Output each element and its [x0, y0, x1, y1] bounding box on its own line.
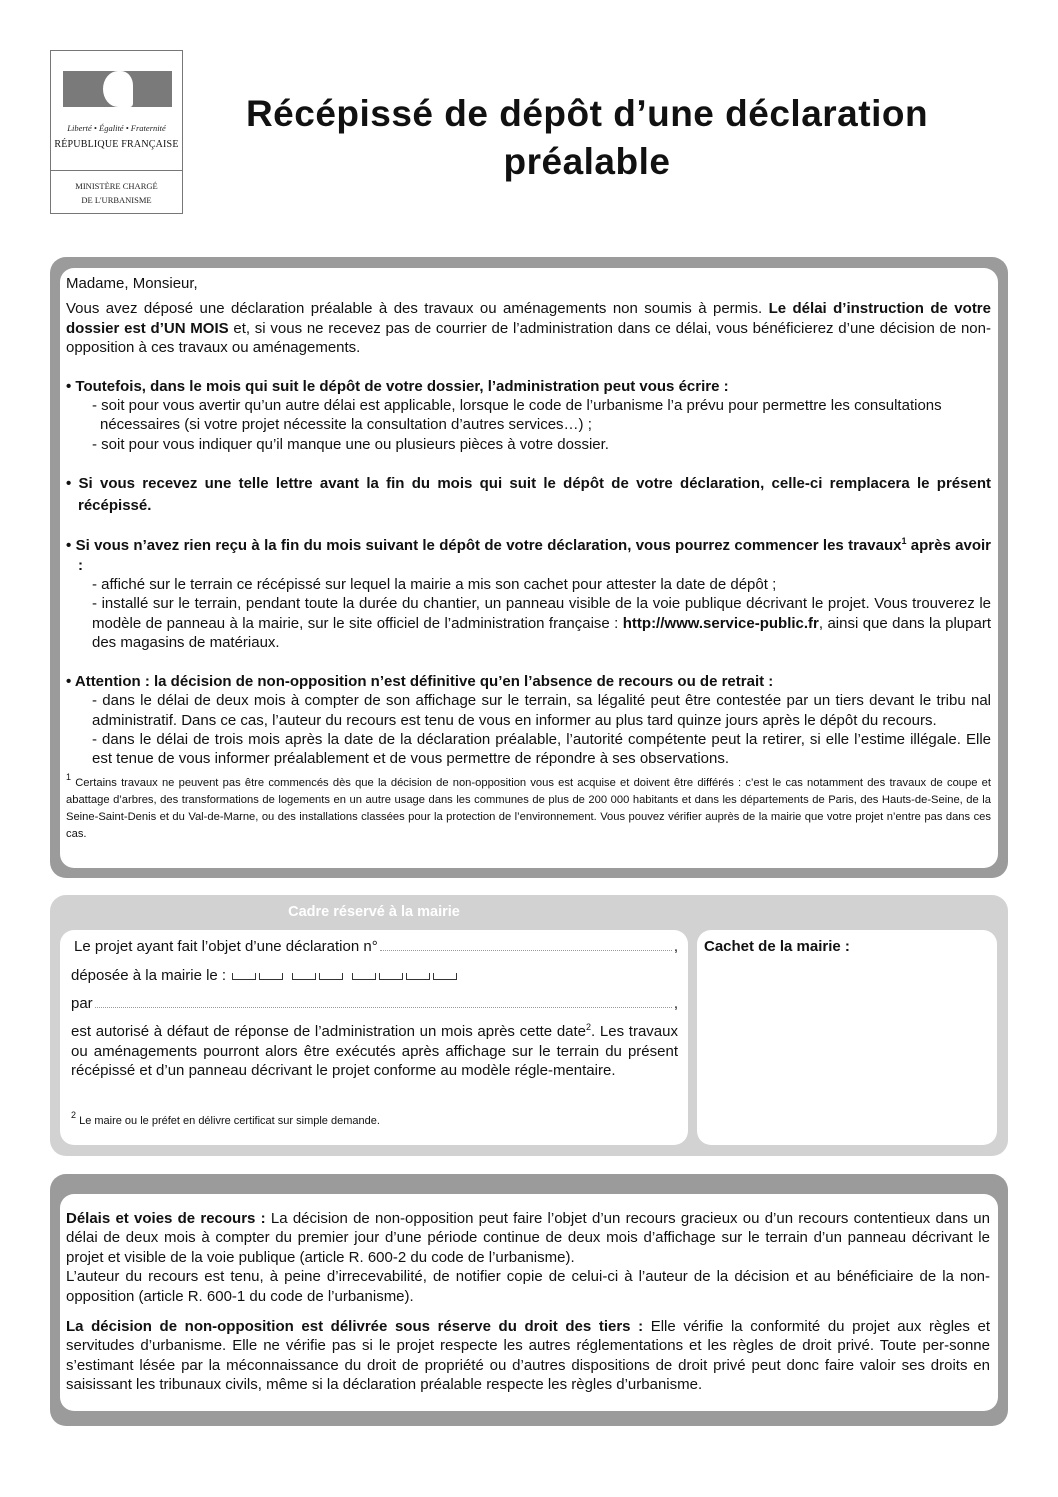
year-digit-box[interactable]: [352, 973, 376, 980]
footnote-1-text: Certains travaux ne peuvent pas être commencés dès que la décision de non-opposition vous est acquise et doivent être différés : c’est le cas notamment des travaux de coupe et abattage d’arbres, des transformations de logements en un autre usage dans les communes de plus de 200 000 habitants et dans les départements de Paris, des Hauts-de-Seine, de la Seine-Saint-Denis et du Val-de-Marne, ou des installations classées pour la protection de l’environnement. Vous pouvez vérifier auprès de la mairie que votre projet n’entre pas dans ces cas.: [66, 776, 991, 840]
third-party-rights-text: Elle vérifie la conformité du projet aux règles et servitudes d’urbanisme. Elle ne vérifie pas si le projet respecte les autres réglementations et les règles de droit privé. Toute per-sonne s’estimant lésée par la méconnaissance du droit de propriété ou d’autres dispositions de droit privé peut donc faire valoir ses droits en saisissant les tribunaux civils, même si la déclaration préalable respecte les règles d’urbanisme.: [66, 1318, 990, 1394]
footnote-mark: 2: [71, 1110, 77, 1120]
applicant-label: par: [71, 995, 93, 1012]
republique-francaise-logo: [50, 50, 183, 214]
marianne-icon: [63, 71, 172, 107]
service-public-link[interactable]: http://www.service-public.fr: [622, 614, 819, 632]
recours-panel: [60, 1194, 998, 1411]
section4-item: - dans le délai de trois mois après la date de la déclaration préalable, l’autorité compétente peut la retirer, si elle l’estime illégale. Elle est tenue de vous informer préalablement et de vous permettre de répondre à ses observations.: [92, 730, 991, 768]
section1-item: - soit pour vous indiquer qu’il manque une ou plusieurs pièces à votre dossier.: [92, 435, 609, 453]
section3-heading-text: • Si vous n’avez rien reçu à la fin du mois suivant le dépôt de votre déclaration, vous pourrez commencer les travaux: [66, 537, 902, 555]
mairie-form-panel: [60, 930, 688, 1145]
recours-text: La décision de non-opposition peut faire l’objet d’un recours gracieux ou d’un recours contentieux dans un délai de deux mois à compter du premier jour d’une période continue de deux mois d’affichage sur le terrain d’un panneau décrivant le projet et visible de la voie publique (article R. 600-2 du code de l’urbanisme).: [66, 1210, 990, 1266]
applicant-field[interactable]: [95, 995, 672, 1008]
section4-heading: • Attention : la décision de non-opposition n’est définitive qu’en l’absence de recours ou de retrait :: [66, 672, 774, 690]
day-digit-box[interactable]: [232, 973, 256, 980]
logo-ministry-line2: DE L'URBANISME: [81, 195, 152, 205]
section3-item: [66, 594, 991, 652]
footnote-2-text: Le maire ou le préfet en délivre certificat sur simple demande.: [79, 1115, 380, 1127]
information-panel: [60, 268, 998, 868]
comma: ,: [673, 995, 678, 1012]
stamp-label: Cachet de la mairie :: [704, 938, 850, 955]
recours-heading: Délais et voies de recours :: [66, 1210, 266, 1227]
logo-ministry-line1: MINISTÈRE CHARGÉ: [75, 181, 158, 191]
logo-republic: RÉPUBLIQUE FRANÇAISE: [54, 139, 179, 150]
section3-heading-end: après avoir :: [78, 537, 991, 574]
section1-item: nécessaires (si votre projet nécessite la consultation d’autres services…) ;: [100, 416, 592, 434]
footnote-ref-2: 2: [586, 1022, 592, 1032]
recours-frame: [50, 1174, 1008, 1426]
month-digit-box[interactable]: [292, 973, 316, 980]
recours-paragraph: [66, 1209, 990, 1267]
third-party-rights-paragraph: [66, 1317, 990, 1395]
deposit-date-row: [71, 967, 678, 984]
declaration-number-row: [74, 938, 678, 955]
stamp-panel[interactable]: [697, 930, 997, 1145]
section1-item: - soit pour vous avertir qu’un autre délai est applicable, lorsque le code de l’urbanisme l’a prévu pour permettre les consultations: [92, 397, 942, 415]
mairie-frame: [50, 895, 1008, 1156]
mairie-header: Cadre réservé à la mairie: [288, 904, 460, 920]
deposit-date-field[interactable]: [232, 973, 460, 980]
day-digit-box[interactable]: [259, 973, 283, 980]
declaration-number-label: Le projet ayant fait l’objet d’une déclaration n°: [74, 938, 378, 955]
third-party-rights-heading: La décision de non-opposition est délivrée sous réserve du droit des tiers :: [66, 1318, 644, 1336]
year-digit-box[interactable]: [433, 973, 457, 980]
footnote-ref-1: 1: [901, 536, 907, 547]
section2-heading: • Si vous recevez une telle lettre avant la fin du mois qui suit le dépôt de votre déclaration, celle-ci remplacera le présent récépissé.: [66, 475, 991, 515]
logo-ministry: [51, 179, 182, 207]
deposit-date-label: déposée à la mairie le :: [71, 967, 227, 984]
declaration-number-field[interactable]: [380, 938, 672, 951]
section1-heading: • Toutefois, dans le mois qui suit le dépôt de votre dossier, l’administration peut vous écrire :: [66, 377, 729, 395]
footnote-mark: 1: [66, 771, 72, 782]
authorization-rest: . Les travaux ou aménagements pourront alors être exécutés après affichage sur le terrain du présent récépissé et d’un panneau décrivant le projet conforme au modèle régle-mentaire.: [71, 1023, 678, 1079]
page-title: Récépissé de dépôt d’une déclaration préalable: [245, 93, 929, 182]
section3-item2-text: - installé sur le terrain, pendant toute la durée du chantier, un panneau visible de la voie publique décrivant le projet. Vous trouverez le modèle de panneau à la mairie, sur le site officiel de l’administration française :: [92, 595, 991, 632]
applicant-row: [71, 995, 678, 1012]
logo-divider: [51, 170, 182, 171]
logo-motto: Liberté • Égalité • Fraternité: [67, 123, 166, 133]
authorization-text: est autorisé à défaut de réponse de l’administration un mois après cette date: [71, 1023, 587, 1040]
salutation: Madame, Monsieur,: [66, 275, 198, 292]
month-digit-box[interactable]: [319, 973, 343, 980]
footnote-1: [66, 771, 991, 843]
comma: ,: [673, 938, 678, 955]
intro-bold: Le délai d’instruction de votre dossier est d’UN MOIS: [66, 300, 991, 337]
footnote-2: [71, 1110, 380, 1127]
section3-item: - affiché sur le terrain ce récépissé sur lequel la mairie a mis son cachet pour attester la date de dépôt ;: [92, 576, 777, 594]
authorization-paragraph: [71, 1022, 678, 1081]
year-digit-box[interactable]: [379, 973, 403, 980]
year-digit-box[interactable]: [406, 973, 430, 980]
section3-item2-end: , ainsi que dans la plupart des magasins de matériaux.: [92, 614, 991, 652]
intro-rest: et, si vous ne recevez pas de courrier de l’administration dans ce délai, vous bénéficierez d’une décision de non-opposition à ces travaux ou aménagements.: [66, 319, 991, 357]
recours-notification: L’auteur du recours est tenu, à peine d’irrecevabilité, de notifier copie de celui-ci à l’auteur de la décision et au bénéficiaire de la non-opposition (article R. 600-1 du code de l’urbanisme).: [66, 1268, 990, 1305]
information-frame: [50, 257, 1008, 878]
section4-item: - dans le délai de deux mois à compter de son affichage sur le terrain, sa légalité peut être contestée par un tiers devant le tribu nal administratif. Dans ce cas, l’auteur du recours est tenu de vous en informer au plus tard quinze jours après le dépôt du recours.: [92, 692, 991, 729]
intro-paragraph: [66, 299, 991, 357]
section3-heading: [66, 536, 991, 575]
intro-text: Vous avez déposé une déclaration préalable à des travaux ou aménagements non soumis à permis.: [66, 300, 769, 318]
